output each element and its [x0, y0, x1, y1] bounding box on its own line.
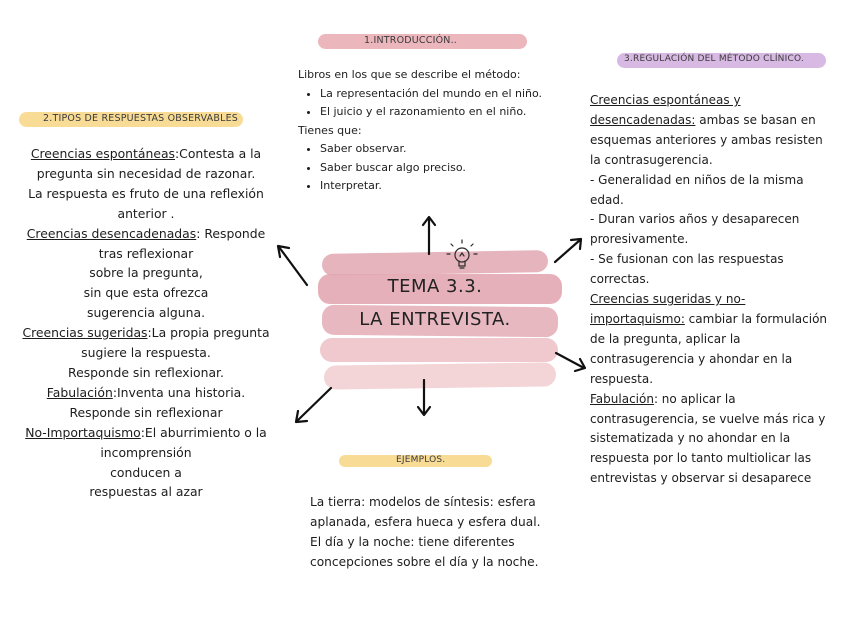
list-item: • La representación del mundo en el niño. — [320, 85, 598, 104]
list-item: • Interpretar. — [320, 177, 598, 196]
books-intro: Libros en los que se describe el método: — [298, 68, 521, 81]
list-item: • Saber observar. — [320, 140, 598, 159]
ejemplos-body: La tierra: modelos de síntesis: esfera aplanada, esfera hueca y esfera dual. El día y la noche: tiene diferentes concepciones sobre el día y la noche. — [310, 495, 541, 569]
arrow-up — [423, 217, 435, 254]
arrow-lower-left — [296, 388, 331, 422]
arrow-upper-left — [278, 246, 307, 285]
creencias-espontaneas-term: Creencias espontáneas — [30, 146, 175, 161]
regulacion-body: Creencias espontáneas y desencadenadas: ambas se basan en esquemas anteriores y ambas resisten la contrasugerencia. - Generalidad en niños de la misma edad. - Duran varios años y desaparecen proresivamente. - Se fusionan con las respuestas correctas. Creencias sugeridas y no- importaquismo: cambiar la formulación de la pregunta, aplicar la contrasugerencia y ahondar en la respuesta. Fabulación: no aplicar la contrasugerencia, se vuelve más rica y sistematizada y no ahondar en la respuesta por lo tanto multiolicar las entrevistas y observar si desaparece — [590, 91, 842, 489]
tipos-body: Creencias espontáneas:Contesta a la pregunta sin necesidad de razonar. La respuesta es fruto de una reflexión anterior . Creencias desencadenadas: Responde tras reflexionar sobre la pregunta, sin que esta ofrezca sugerencia alguna. Creencias sugeridas:La propia pregunta sugiere la respuesta. Responde sin reflexionar. Fabulación:Inventa una historia. Responde sin reflexionar No-Importaquismo:El aburrimiento o la incomprensión conducen a respuestas al azar — [22, 146, 270, 500]
books-list — [298, 85, 598, 122]
tipos-heading: 2.TIPOS DE RESPUESTAS OBSERVABLES — [43, 113, 238, 124]
arrow-down — [418, 380, 430, 415]
no-importaquismo-term: No-Importaquismo — [25, 424, 141, 440]
list-item: • El juicio y el razonamiento en el niño. — [320, 103, 598, 122]
tasks-list — [298, 140, 598, 196]
introduccion-heading: 1.INTRODUCCIÓN.. — [364, 35, 458, 46]
creencias-desencadenadas-term: Creencias desencadenadas — [26, 225, 197, 241]
creencias-sugeridas-term: Creencias sugeridas — [22, 325, 148, 341]
fabulacion-reg-term: Fabulación — [590, 391, 654, 406]
center-title-line1: TEMA 3.3. — [387, 276, 483, 297]
arrow-upper-right — [555, 239, 581, 262]
center-title-line2: LA ENTREVISTA. — [359, 309, 511, 330]
arrow-lower-right — [556, 353, 585, 371]
espontaneas-desencadenadas-term: Creencias espontáneas y — [590, 93, 741, 107]
sugeridas-no-importaquismo-term: Creencias sugeridas y no- — [590, 292, 746, 307]
fabulacion-term: Fabulación — [46, 384, 113, 400]
introduccion-body — [298, 66, 598, 196]
tienes-que: Tienes que: — [298, 123, 362, 137]
ejemplos-heading: EJEMPLOS. — [396, 455, 446, 465]
list-item: • Saber buscar algo preciso. — [320, 159, 598, 178]
regulacion-heading: 3.REGULACIÓN DEL MÉTODO CLÍNICO. — [624, 54, 804, 64]
